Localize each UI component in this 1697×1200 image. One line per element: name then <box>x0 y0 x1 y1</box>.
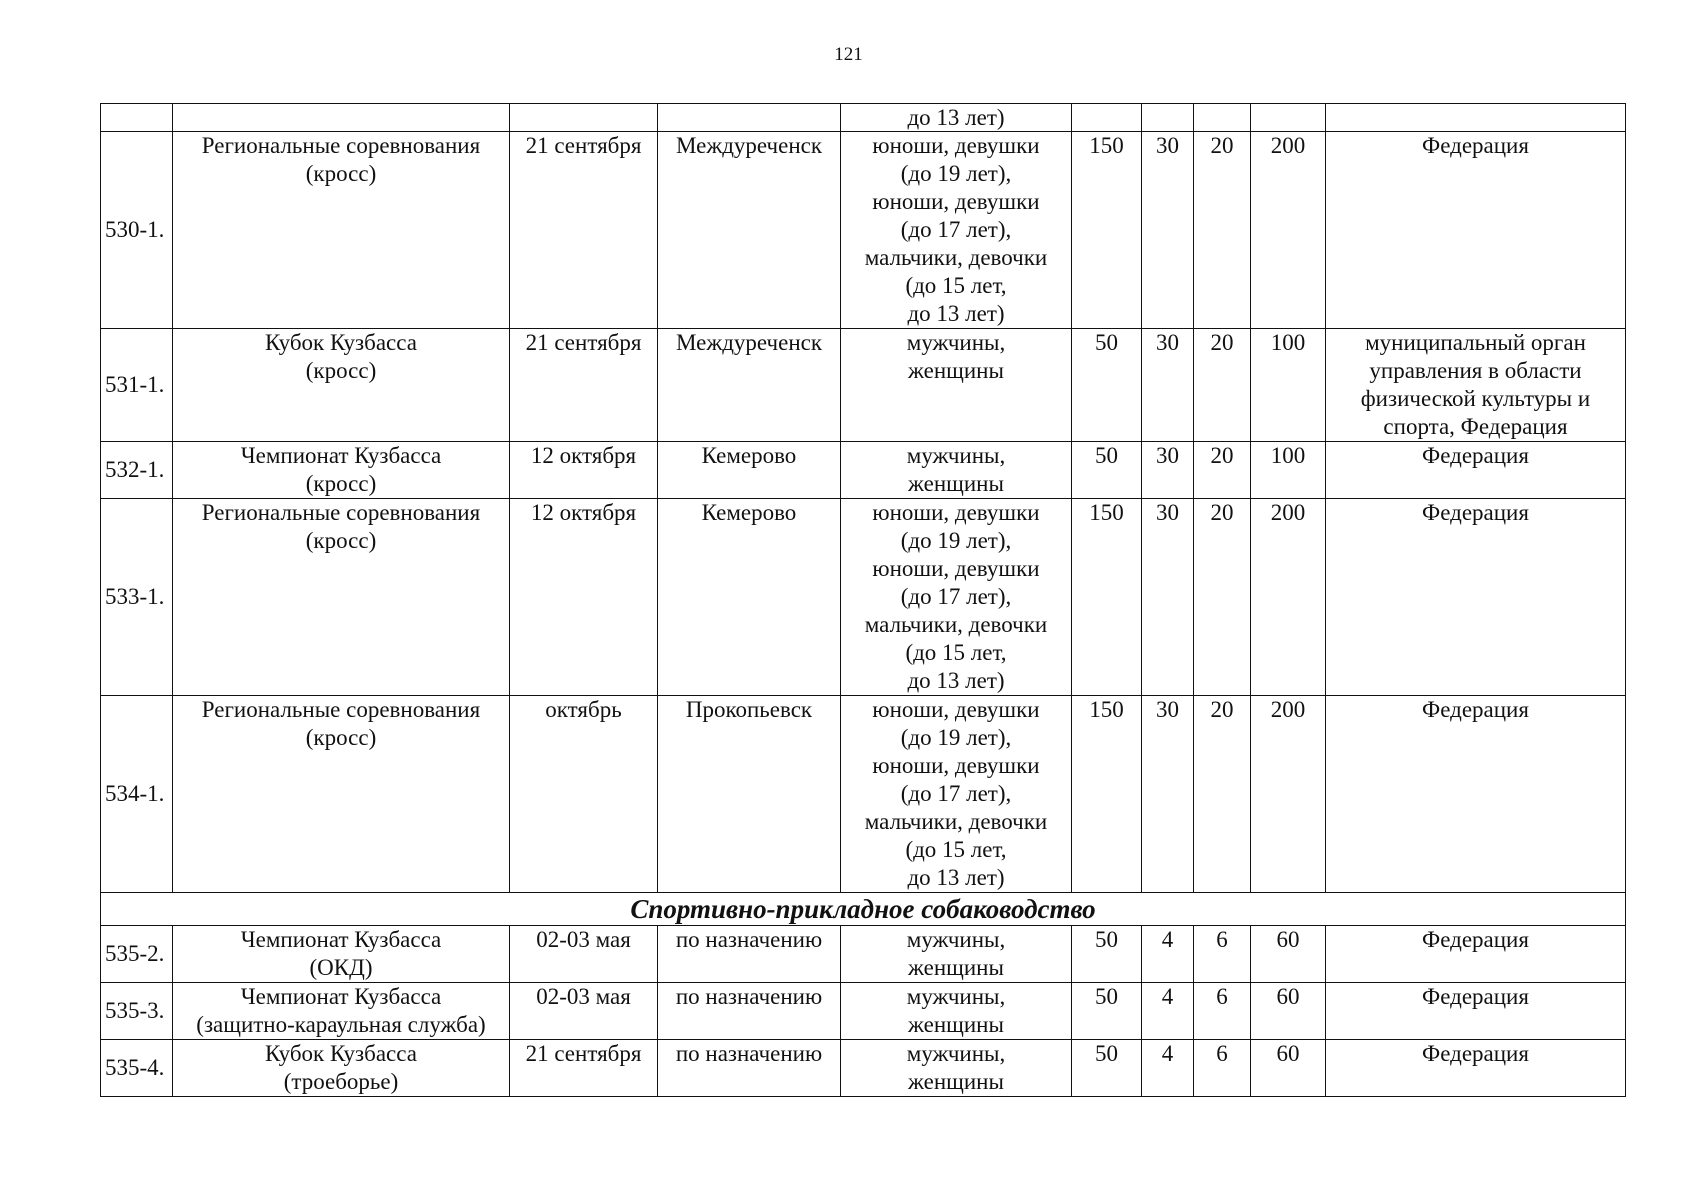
event-name: Кубок Кузбасса (кросс) <box>173 329 510 442</box>
event-place: Кемерово <box>658 499 841 696</box>
count-cell: 30 <box>1142 696 1194 893</box>
participants-cell: мужчины, женщины <box>841 926 1072 983</box>
event-name: Региональные соревнования (кросс) <box>173 499 510 696</box>
count-cell: 50 <box>1072 1040 1142 1097</box>
table-row <box>101 499 1626 696</box>
count-cell: 6 <box>1194 1040 1251 1097</box>
event-name: Региональные соревнования (кросс) <box>173 696 510 893</box>
section-header-row <box>101 893 1626 926</box>
count-cell: 4 <box>1142 926 1194 983</box>
participants-cell: мужчины, женщины <box>841 329 1072 442</box>
count-cell: 20 <box>1194 329 1251 442</box>
event-place: Междуреченск <box>658 132 841 329</box>
row-number: 532-1. <box>101 442 173 499</box>
count-cell: 50 <box>1072 442 1142 499</box>
participants-cell: мужчины, женщины <box>841 983 1072 1040</box>
count-cell: 20 <box>1194 696 1251 893</box>
count-cell: 50 <box>1072 926 1142 983</box>
count-cell: 60 <box>1251 926 1326 983</box>
event-date: 21 сентября <box>510 132 658 329</box>
event-place: Прокопьевск <box>658 696 841 893</box>
row-number: 535-3. <box>101 983 173 1040</box>
event-place: по назначению <box>658 926 841 983</box>
table-row <box>101 132 1626 329</box>
count-cell: 200 <box>1251 696 1326 893</box>
organizer-cell: Федерация <box>1326 926 1626 983</box>
participants-cell: мужчины, женщины <box>841 442 1072 499</box>
event-date: 21 сентября <box>510 1040 658 1097</box>
row-number: 534-1. <box>101 696 173 893</box>
continuation-row <box>101 104 1626 132</box>
organizer-cell: Федерация <box>1326 696 1626 893</box>
table-row <box>101 983 1626 1040</box>
count-cell: 50 <box>1072 329 1142 442</box>
event-name: Чемпионат Кузбасса (защитно-караульная служба) <box>173 983 510 1040</box>
count-cell: 4 <box>1142 1040 1194 1097</box>
count-cell: 30 <box>1142 442 1194 499</box>
count-cell: 20 <box>1194 132 1251 329</box>
count-cell: 4 <box>1142 983 1194 1040</box>
count-cell: 30 <box>1142 132 1194 329</box>
row-number: 530-1. <box>101 132 173 329</box>
event-date: 02-03 мая <box>510 926 658 983</box>
count-cell: 150 <box>1072 696 1142 893</box>
event-date: 12 октября <box>510 499 658 696</box>
row-number: 535-2. <box>101 926 173 983</box>
count-cell: 20 <box>1194 499 1251 696</box>
organizer-cell: Федерация <box>1326 499 1626 696</box>
count-cell: 60 <box>1251 983 1326 1040</box>
count-cell: 200 <box>1251 499 1326 696</box>
participants-cell: юноши, девушки (до 19 лет), юноши, девушки (до 17 лет), мальчики, девочки (до 15 лет, до 13 лет) <box>841 499 1072 696</box>
count-cell: 100 <box>1251 442 1326 499</box>
count-cell: 30 <box>1142 329 1194 442</box>
event-date: 02-03 мая <box>510 983 658 1040</box>
count-cell: 50 <box>1072 983 1142 1040</box>
event-place: по назначению <box>658 1040 841 1097</box>
organizer-cell: Федерация <box>1326 442 1626 499</box>
organizer-cell: Федерация <box>1326 1040 1626 1097</box>
count-cell: 100 <box>1251 329 1326 442</box>
count-cell: 150 <box>1072 132 1142 329</box>
event-place: по назначению <box>658 983 841 1040</box>
event-name: Кубок Кузбасса (троеборье) <box>173 1040 510 1097</box>
participants-cell: мужчины, женщины <box>841 1040 1072 1097</box>
participants-cell: юноши, девушки (до 19 лет), юноши, девушки (до 17 лет), мальчики, девочки (до 15 лет, до 13 лет) <box>841 696 1072 893</box>
table-row <box>101 696 1626 893</box>
row-number: 531-1. <box>101 329 173 442</box>
event-name: Чемпионат Кузбасса (кросс) <box>173 442 510 499</box>
event-place: Кемерово <box>658 442 841 499</box>
count-cell: 20 <box>1194 442 1251 499</box>
participants-cell: юноши, девушки (до 19 лет), юноши, девушки (до 17 лет), мальчики, девочки (до 15 лет, до 13 лет) <box>841 132 1072 329</box>
table-row <box>101 926 1626 983</box>
event-date: 12 октября <box>510 442 658 499</box>
event-date: октябрь <box>510 696 658 893</box>
organizer-cell: Федерация <box>1326 983 1626 1040</box>
organizer-cell: Федерация <box>1326 132 1626 329</box>
count-cell: 6 <box>1194 983 1251 1040</box>
count-cell: 200 <box>1251 132 1326 329</box>
table-row <box>101 442 1626 499</box>
events-table <box>100 103 1626 1097</box>
count-cell: 150 <box>1072 499 1142 696</box>
participants-cell: до 13 лет) <box>841 104 1072 132</box>
count-cell: 6 <box>1194 926 1251 983</box>
count-cell: 30 <box>1142 499 1194 696</box>
count-cell: 60 <box>1251 1040 1326 1097</box>
event-name: Региональные соревнования (кросс) <box>173 132 510 329</box>
organizer-cell: муниципальный орган управления в области физической культуры и спорта, Федерация <box>1326 329 1626 442</box>
event-name: Чемпионат Кузбасса (ОКД) <box>173 926 510 983</box>
section-title: Спортивно-прикладное собаководство <box>101 893 1626 926</box>
table-row <box>101 329 1626 442</box>
row-number: 533-1. <box>101 499 173 696</box>
row-number: 535-4. <box>101 1040 173 1097</box>
event-place: Междуреченск <box>658 329 841 442</box>
page-number: 121 <box>834 44 863 65</box>
event-date: 21 сентября <box>510 329 658 442</box>
table-row <box>101 1040 1626 1097</box>
